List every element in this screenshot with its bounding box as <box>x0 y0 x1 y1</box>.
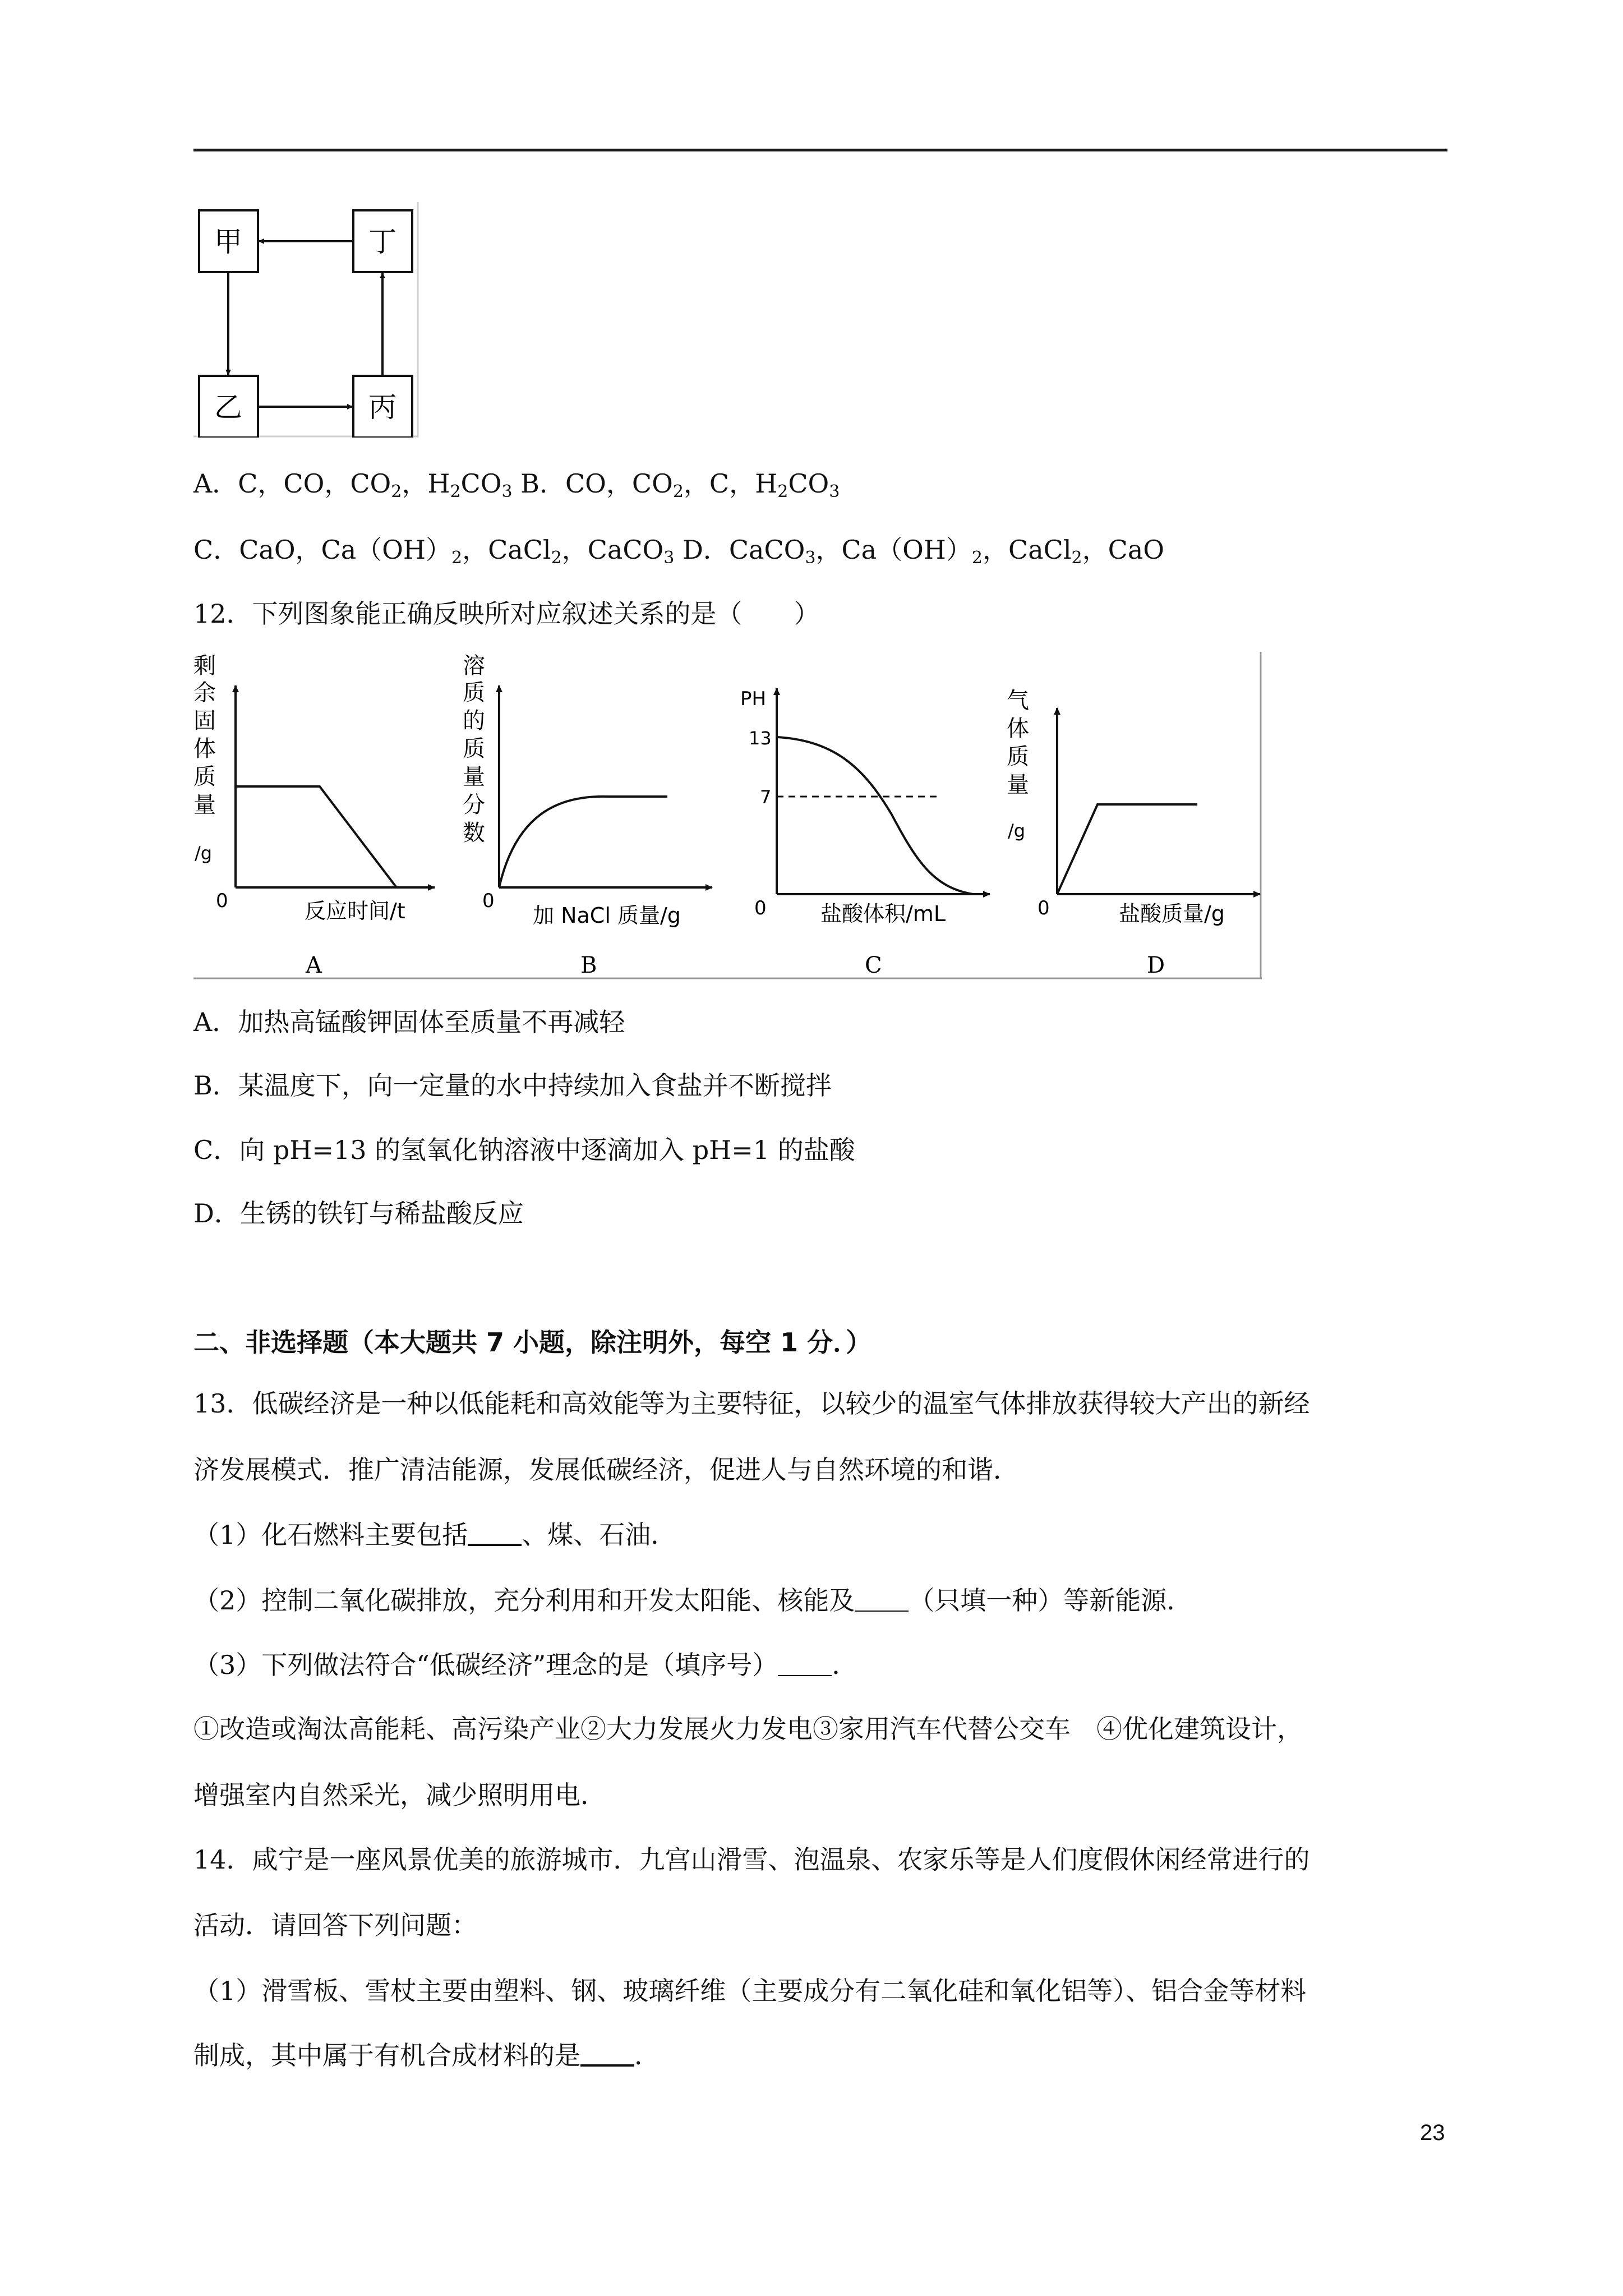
svg-text:质: 质 <box>463 736 485 762</box>
svg-text:溶: 溶 <box>463 653 485 679</box>
svg-text:数: 数 <box>463 820 485 846</box>
graph-c-xlabel: 盐酸体积/mL <box>820 901 946 926</box>
svg-text:量: 量 <box>463 764 485 790</box>
graph-a-xlabel: 反应时间/t <box>305 899 405 923</box>
label-ding: 丁 <box>368 226 396 258</box>
section-heading: 二、非选择题（本大题共 7 小题，除注明外，每空 1 分．） <box>193 1327 872 1358</box>
svg-text:0: 0 <box>1038 897 1050 919</box>
graph-c-ylabel: PH <box>740 688 767 710</box>
graph-d-letter: D <box>1147 953 1165 978</box>
q13-stem-line2: 济发展模式．推广清洁能源，发展低碳经济，促进人与自然环境的和谐． <box>193 1455 1019 1485</box>
answer-blank <box>468 1519 522 1546</box>
q14-part1-line1: （1）滑雪板、雪杖主要由塑料、钢、玻璃纤维（主要成分有二氧化硅和氧化铝等）、铝合金等材料 <box>193 1976 1307 2006</box>
q13-part1: （1）化石燃料主要包括 、煤、石油． <box>193 1520 677 1550</box>
svg-text:0: 0 <box>216 890 228 912</box>
graph-c <box>740 688 990 978</box>
svg-text:量: 量 <box>1007 772 1029 798</box>
q13-choices-line2: 增强室内自然采光，减少照明用电． <box>193 1780 606 1810</box>
answer-blank <box>778 1650 832 1676</box>
q11-options-ab: A．C，CO，$CO_2$，$H_2CO_3$ B．CO，$CO_2$，C，$H_2CO_3$ <box>193 468 840 501</box>
svg-text:/g: /g <box>1008 820 1026 841</box>
graph-c-curve <box>777 737 973 894</box>
graph-b-curve <box>499 797 667 887</box>
svg-text:的: 的 <box>463 708 485 734</box>
svg-text:7: 7 <box>760 786 772 808</box>
graph-c-letter: C <box>865 953 882 978</box>
svg-text:固: 固 <box>193 708 216 734</box>
graph-b-ylabel <box>463 653 485 846</box>
q12-option-d: D．生锈的铁钉与稀盐酸反应 <box>193 1198 524 1228</box>
q12-option-b: B．某温度下，向一定量的水中持续加入食盐并不断搅拌 <box>193 1070 832 1101</box>
svg-text:0: 0 <box>754 897 767 919</box>
svg-text:剩: 剩 <box>193 653 216 679</box>
label-yi: 乙 <box>214 391 242 424</box>
svg-text:13: 13 <box>749 728 772 749</box>
q13-part2: （2）控制二氧化碳排放，充分利用和开发太阳能、核能及 （只填一种）等新能源． <box>193 1585 1193 1616</box>
page-number: 23 <box>1420 2120 1445 2145</box>
q12-stem: 12．下列图象能正确反映所对应叙述关系的是（ ） <box>193 599 820 629</box>
svg-text:质: 质 <box>463 680 485 706</box>
label-jia: 甲 <box>214 226 242 258</box>
graph-b-xlabel: 加 NaCl 质量/g <box>533 903 681 928</box>
graph-a-ylabel <box>193 653 216 864</box>
svg-text:体: 体 <box>1007 716 1029 742</box>
q14-part1-line2: 制成，其中属于有机合成材料的是 ． <box>193 2040 660 2070</box>
graph-d-curve <box>1057 804 1197 894</box>
header-rule <box>193 149 1447 151</box>
q14-stem-line2: 活动．请回答下列问题： <box>193 1910 477 1940</box>
svg-text:0: 0 <box>482 890 495 912</box>
graph-b-letter: B <box>580 953 597 978</box>
graph-d <box>1007 688 1260 978</box>
graph-a-curve <box>236 786 396 887</box>
graph-d-ylabel <box>1007 688 1029 841</box>
q13-stem-line1: 13．低碳经济是一种以低能耗和高效能等为主要特征，以较少的温室气体排放获得较大产出的新经 <box>193 1388 1310 1419</box>
q11-options-cd: C．CaO，$Ca(OH)_2$，CaCl$_2$，CaCO$_3$ D．CaCO$_3$，$Ca(OH)_2$，CaCl$_2$，CaO <box>193 535 1164 568</box>
q13-choices-line1: ①改造或淘汰高能耗、高污染产业②大力发展火力发电③家用汽车代替公交车 ④优化建筑设计， <box>193 1714 1303 1744</box>
q14-stem-line1: 14．咸宁是一座风景优美的旅游城市．九宫山滑雪、泡温泉、农家乐等是人们度假休闲经常进行的 <box>193 1844 1310 1875</box>
svg-text:量: 量 <box>193 792 216 818</box>
q12-option-a: A．加热高锰酸钾固体至质量不再减轻 <box>193 1007 625 1037</box>
svg-text:质: 质 <box>1007 744 1029 770</box>
svg-text:体: 体 <box>193 736 216 762</box>
answer-blank <box>580 2040 634 2067</box>
cycle-diagram <box>193 202 423 438</box>
q12-graphs <box>193 652 1267 986</box>
graph-a-letter: A <box>306 953 322 978</box>
svg-text:分: 分 <box>463 792 485 818</box>
svg-text:余: 余 <box>193 680 216 706</box>
svg-text:/g: /g <box>195 843 213 864</box>
answer-blank <box>855 1586 909 1612</box>
graph-a <box>193 653 435 978</box>
q12-option-c: C．向 pH=13 的氢氧化钠溶液中逐滴加入 pH=1 的盐酸 <box>193 1135 855 1165</box>
graph-b <box>463 653 712 978</box>
graph-d-xlabel: 盐酸质量/g <box>1119 901 1225 926</box>
svg-text:质: 质 <box>193 764 216 790</box>
label-bing: 丙 <box>368 391 396 424</box>
svg-text:气: 气 <box>1007 688 1029 714</box>
q13-part3: （3）下列做法符合“低碳经济”理念的是（填序号） ． <box>193 1650 858 1680</box>
